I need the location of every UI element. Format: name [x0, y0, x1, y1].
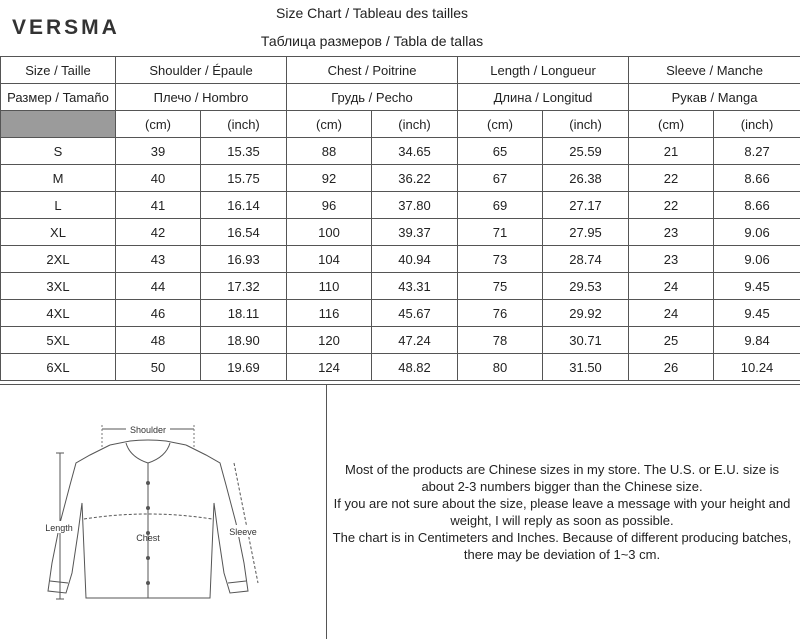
value-cell: 16.54	[201, 219, 287, 246]
size-notes	[328, 461, 796, 563]
chart-title	[172, 0, 800, 56]
size-cell: 2XL	[1, 246, 116, 273]
value-cell: 18.90	[201, 327, 287, 354]
bottom-section	[0, 384, 800, 639]
shoulder-label: Shoulder	[130, 425, 166, 435]
value-cell: 46	[116, 300, 201, 327]
shoulder-header: Shoulder / Épaule	[116, 57, 287, 84]
table-row	[1, 246, 800, 273]
sleeve-header: Sleeve / Manche	[629, 57, 800, 84]
note-3: The chart is in Centimeters and Inches. Because of different producing batches, there may be deviation of 1~3 cm.	[328, 529, 796, 563]
unit-inch: (inch)	[201, 111, 287, 138]
table-row	[1, 138, 800, 165]
sleeve-label: Sleeve	[229, 527, 257, 537]
unit-inch: (inch)	[543, 111, 629, 138]
sleeve-header: Рукав / Manga	[629, 84, 800, 111]
value-cell: 120	[287, 327, 372, 354]
value-cell: 15.75	[201, 165, 287, 192]
unit-inch: (inch)	[714, 111, 800, 138]
value-cell: 39.37	[372, 219, 458, 246]
header-row-2	[1, 84, 800, 111]
value-cell: 9.06	[714, 246, 800, 273]
title-line-1: Size Chart / Tableau des tailles	[172, 5, 572, 21]
value-cell: 16.93	[201, 246, 287, 273]
length-header: Length / Longueur	[458, 57, 629, 84]
value-cell: 69	[458, 192, 543, 219]
value-cell: 25.59	[543, 138, 629, 165]
table-row	[1, 192, 800, 219]
value-cell: 71	[458, 219, 543, 246]
value-cell: 19.69	[201, 354, 287, 381]
value-cell: 42	[116, 219, 201, 246]
value-cell: 116	[287, 300, 372, 327]
header	[0, 0, 800, 57]
size-cell: 5XL	[1, 327, 116, 354]
table-row	[1, 327, 800, 354]
note-2: If you are not sure about the size, please leave a message with your height and weight, I will reply as soon as possible.	[328, 495, 796, 529]
value-cell: 124	[287, 354, 372, 381]
size-cell: XL	[1, 219, 116, 246]
value-cell: 88	[287, 138, 372, 165]
unit-row	[1, 111, 800, 138]
value-cell: 15.35	[201, 138, 287, 165]
value-cell: 78	[458, 327, 543, 354]
value-cell: 44	[116, 273, 201, 300]
value-cell: 96	[287, 192, 372, 219]
brand-logo: VERSMA	[0, 0, 172, 56]
value-cell: 43.31	[372, 273, 458, 300]
value-cell: 31.50	[543, 354, 629, 381]
value-cell: 17.32	[201, 273, 287, 300]
shoulder-header: Плечо / Hombro	[116, 84, 287, 111]
size-header-cell: Размер / Tamaño	[1, 84, 116, 111]
value-cell: 50	[116, 354, 201, 381]
value-cell: 25	[629, 327, 714, 354]
value-cell: 22	[629, 165, 714, 192]
title-line-2: Таблица размеров / Tabla de tallas	[172, 33, 572, 49]
size-cell: 3XL	[1, 273, 116, 300]
divider	[326, 385, 327, 639]
value-cell: 23	[629, 246, 714, 273]
value-cell: 30.71	[543, 327, 629, 354]
value-cell: 16.14	[201, 192, 287, 219]
value-cell: 24	[629, 273, 714, 300]
value-cell: 29.92	[543, 300, 629, 327]
value-cell: 9.06	[714, 219, 800, 246]
value-cell: 29.53	[543, 273, 629, 300]
value-cell: 8.66	[714, 192, 800, 219]
unit-cm: (cm)	[458, 111, 543, 138]
chest-header: Грудь / Pecho	[287, 84, 458, 111]
value-cell: 75	[458, 273, 543, 300]
shirt-diagram	[30, 423, 270, 603]
header-row-1	[1, 57, 800, 84]
value-cell: 104	[287, 246, 372, 273]
chest-label: Chest	[136, 533, 160, 543]
size-cell: L	[1, 192, 116, 219]
size-cell: 6XL	[1, 354, 116, 381]
value-cell: 39	[116, 138, 201, 165]
value-cell: 24	[629, 300, 714, 327]
value-cell: 9.45	[714, 300, 800, 327]
table-row	[1, 273, 800, 300]
value-cell: 48.82	[372, 354, 458, 381]
size-cell: S	[1, 138, 116, 165]
chest-header: Chest / Poitrine	[287, 57, 458, 84]
value-cell: 43	[116, 246, 201, 273]
unit-cm: (cm)	[629, 111, 714, 138]
table-row	[1, 165, 800, 192]
value-cell: 80	[458, 354, 543, 381]
value-cell: 37.80	[372, 192, 458, 219]
value-cell: 65	[458, 138, 543, 165]
value-cell: 36.22	[372, 165, 458, 192]
value-cell: 92	[287, 165, 372, 192]
length-label: Length	[45, 523, 73, 533]
value-cell: 8.27	[714, 138, 800, 165]
size-header-cell: Size / Taille	[1, 57, 116, 84]
size-table	[0, 56, 800, 381]
value-cell: 100	[287, 219, 372, 246]
value-cell: 9.84	[714, 327, 800, 354]
value-cell: 48	[116, 327, 201, 354]
table-row	[1, 219, 800, 246]
note-1: Most of the products are Chinese sizes in my store. The U.S. or E.U. size is about 2-3 numbers bigger than the Chinese size.	[328, 461, 796, 495]
value-cell: 8.66	[714, 165, 800, 192]
size-cell: 4XL	[1, 300, 116, 327]
unit-cm: (cm)	[116, 111, 201, 138]
table-row	[1, 354, 800, 381]
value-cell: 110	[287, 273, 372, 300]
value-cell: 73	[458, 246, 543, 273]
value-cell: 40.94	[372, 246, 458, 273]
value-cell: 23	[629, 219, 714, 246]
value-cell: 41	[116, 192, 201, 219]
value-cell: 28.74	[543, 246, 629, 273]
value-cell: 9.45	[714, 273, 800, 300]
value-cell: 34.65	[372, 138, 458, 165]
table-row	[1, 300, 800, 327]
value-cell: 21	[629, 138, 714, 165]
size-cell: M	[1, 165, 116, 192]
unit-inch: (inch)	[372, 111, 458, 138]
blank-gray-cell	[1, 111, 116, 138]
value-cell: 26	[629, 354, 714, 381]
value-cell: 76	[458, 300, 543, 327]
unit-cm: (cm)	[287, 111, 372, 138]
value-cell: 27.95	[543, 219, 629, 246]
value-cell: 27.17	[543, 192, 629, 219]
value-cell: 18.11	[201, 300, 287, 327]
value-cell: 47.24	[372, 327, 458, 354]
value-cell: 45.67	[372, 300, 458, 327]
value-cell: 67	[458, 165, 543, 192]
value-cell: 40	[116, 165, 201, 192]
value-cell: 22	[629, 192, 714, 219]
value-cell: 10.24	[714, 354, 800, 381]
length-header: Длина / Longitud	[458, 84, 629, 111]
value-cell: 26.38	[543, 165, 629, 192]
